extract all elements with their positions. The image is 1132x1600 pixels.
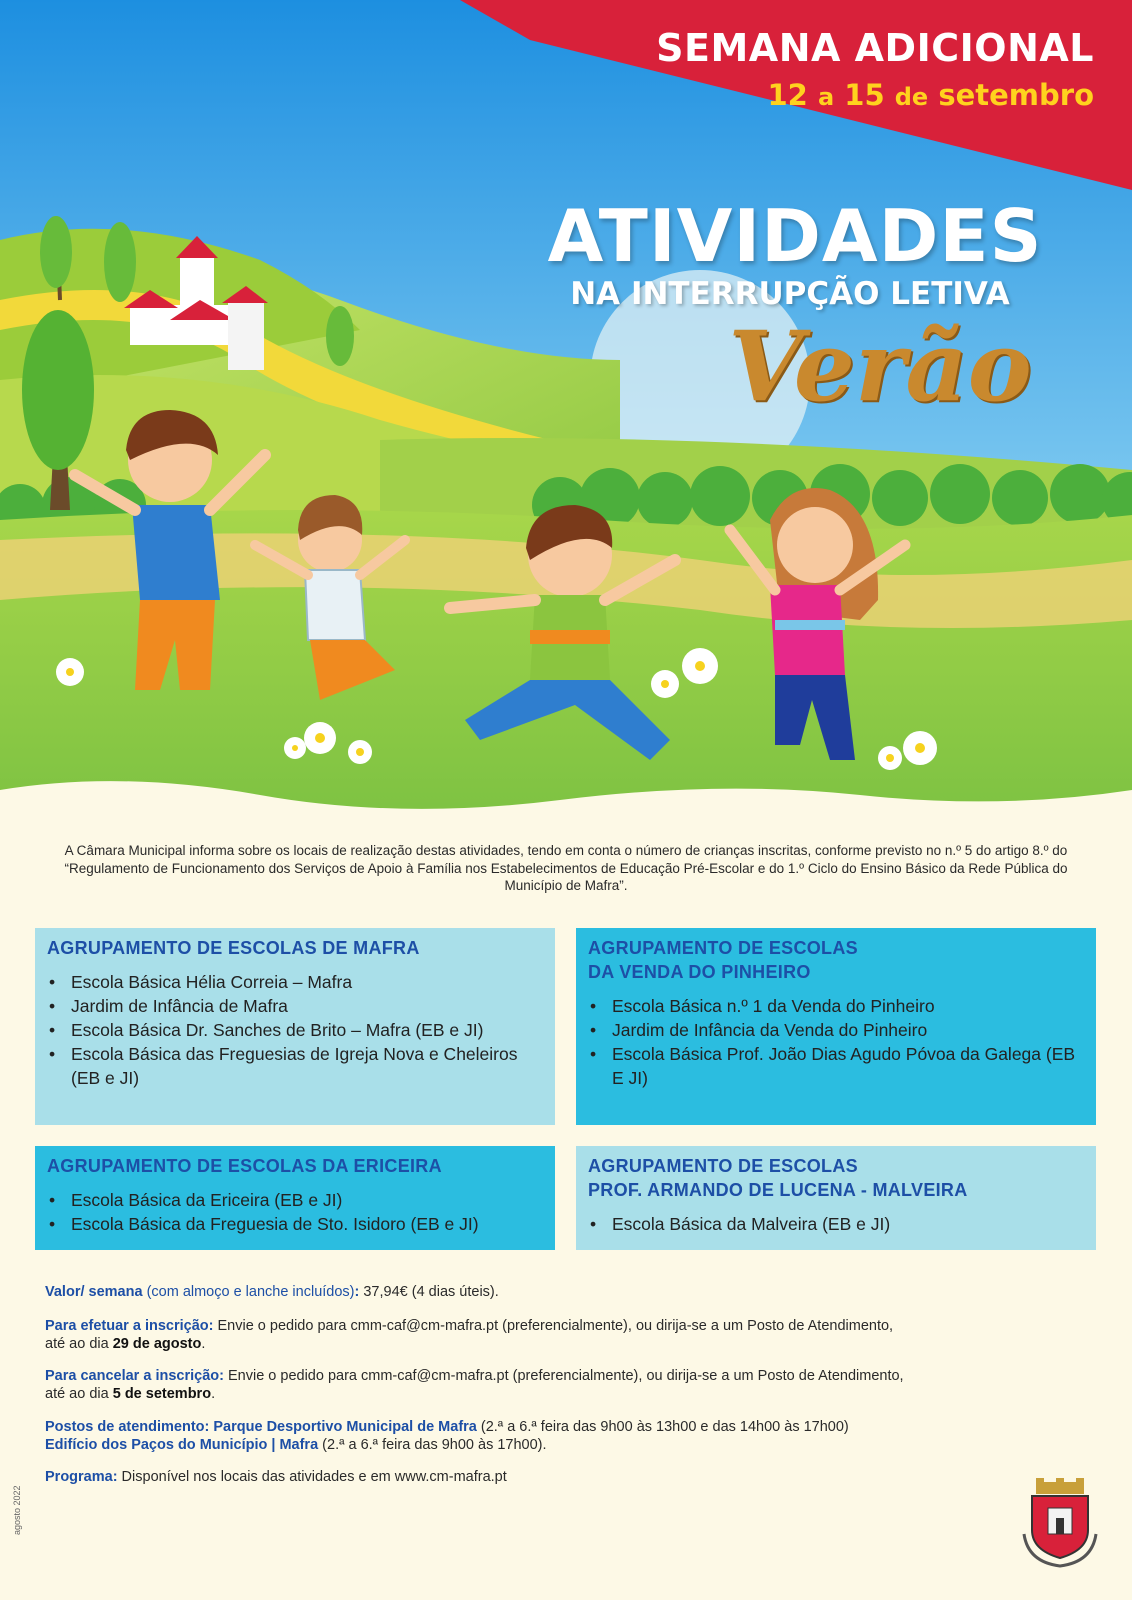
school-item: • Escola Básica da Ericeira (EB e JI) [47, 1188, 543, 1212]
group-card-ericeira [35, 1146, 555, 1250]
info-label: Para efetuar a inscrição: [45, 1318, 214, 1334]
school-item: • Jardim de Infância de Mafra [47, 994, 543, 1018]
info-label: Para cancelar a inscrição: [45, 1368, 224, 1384]
banner-date [768, 78, 1095, 112]
group-title-line: PROF. ARMANDO DE LUCENA - MALVEIRA [588, 1180, 968, 1200]
school-item: • Escola Básica Hélia Correia – Mafra [47, 970, 543, 994]
group-card-malveira [576, 1146, 1096, 1250]
group-title [47, 1154, 543, 1178]
school-list [588, 1212, 1084, 1236]
group-title [588, 936, 1084, 984]
info-text: (2.ª a 6.ª feira das 9h00 às 13h00 e das 14h00 às 17h00) [476, 1419, 849, 1435]
footer-date: agosto 2022 [12, 1485, 22, 1535]
date-day1: 12 [767, 78, 808, 112]
group-card-venda-do-pinheiro [576, 928, 1096, 1125]
group-card-mafra [35, 928, 555, 1125]
school-item: • Escola Básica da Malveira (EB e JI) [588, 1212, 1084, 1236]
info-deadline: 29 de agosto [112, 1336, 202, 1352]
info-label: Postos de atendimento: Parque Desportivo Municipal de Mafra [45, 1419, 477, 1435]
school-list [47, 970, 543, 1090]
headline-sub: NA INTERRUPÇÃO LETIVA [570, 276, 1010, 312]
school-item: • Jardim de Infância da Venda do Pinheiro [588, 1018, 1084, 1042]
info-note: (com almoço e lanche incluídos) [146, 1284, 355, 1300]
intro-text: A Câmara Municipal informa sobre os locais de realização destas atividades, tendo em conta o número de crianças inscritas, conforme previsto no n.º 5 do artigo 8.º do “Regulamento de Funcionamento dos Serviços de Apoio à Família nos Estabelecimentos de Educação Pré-Escolar e do 1.º Ciclo do Ensino Básico da Rede Pública do Município de Mafra”. [64, 843, 1068, 893]
banner-title: SEMANA ADICIONAL [656, 26, 1094, 70]
info-period: . [211, 1386, 216, 1402]
info-program [45, 1468, 1055, 1486]
info-text: até ao dia [45, 1336, 113, 1352]
group-title [47, 936, 543, 960]
school-item: • Escola Básica da Freguesia de Sto. Isidoro (EB e JI) [47, 1212, 543, 1236]
info-period: . [201, 1336, 206, 1352]
school-list [47, 1188, 543, 1236]
school-list [588, 994, 1084, 1090]
group-title-line: AGRUPAMENTO DE ESCOLAS [588, 1156, 858, 1176]
date-a: a [817, 83, 835, 111]
school-item: • Escola Básica Prof. João Dias Agudo Póvoa da Galega (EB E JI) [588, 1042, 1084, 1090]
group-title [588, 1154, 1084, 1202]
group-title-line: DA VENDA DO PINHEIRO [588, 962, 811, 982]
info-deadline: 5 de setembro [112, 1386, 212, 1402]
info-colon: : [354, 1284, 360, 1300]
info-label: Edifício dos Paços do Município | Mafra [45, 1437, 319, 1453]
headline-main: ATIVIDADES [547, 194, 1043, 278]
municipal-crest-icon [1018, 1478, 1102, 1570]
info-text: Disponível nos locais das atividades e em www.cm-mafra.pt [117, 1469, 507, 1485]
info-label: Valor/ semana [45, 1284, 143, 1300]
info-text: (2.ª a 6.ª feira das 9h00 às 17h00). [318, 1437, 547, 1453]
info-text: até ao dia [45, 1386, 113, 1402]
info-offices [45, 1418, 1055, 1454]
school-item: • Escola Básica Dr. Sanches de Brito – Mafra (EB e JI) [47, 1018, 543, 1042]
date-day2: 15 [844, 78, 885, 112]
group-title-line: AGRUPAMENTO DE ESCOLAS DA ERICEIRA [47, 1156, 442, 1176]
info-enrol [45, 1317, 1055, 1353]
group-title-line: AGRUPAMENTO DE ESCOLAS DE MAFRA [47, 938, 420, 958]
info-cancel [45, 1367, 1055, 1403]
date-month: setembro [938, 78, 1094, 112]
school-item: • Escola Básica n.º 1 da Venda do Pinheiro [588, 994, 1084, 1018]
headline-script: Verão [728, 310, 1032, 423]
date-de: de [894, 83, 929, 111]
info-text: Envie o pedido para cmm-caf@cm-mafra.pt (preferencialmente), ou dirija-se a um Posto de Atendimento, [223, 1368, 904, 1384]
info-value: 37,94€ (4 dias úteis). [359, 1284, 499, 1300]
group-title-line: AGRUPAMENTO DE ESCOLAS [588, 938, 858, 958]
info-text: Envie o pedido para cmm-caf@cm-mafra.pt (preferencialmente), ou dirija-se a um Posto de Atendimento, [213, 1318, 894, 1334]
info-price [45, 1283, 1055, 1301]
info-label: Programa: [45, 1469, 118, 1485]
school-item: • Escola Básica das Freguesias de Igreja Nova e Cheleiros (EB e JI) [47, 1042, 543, 1090]
